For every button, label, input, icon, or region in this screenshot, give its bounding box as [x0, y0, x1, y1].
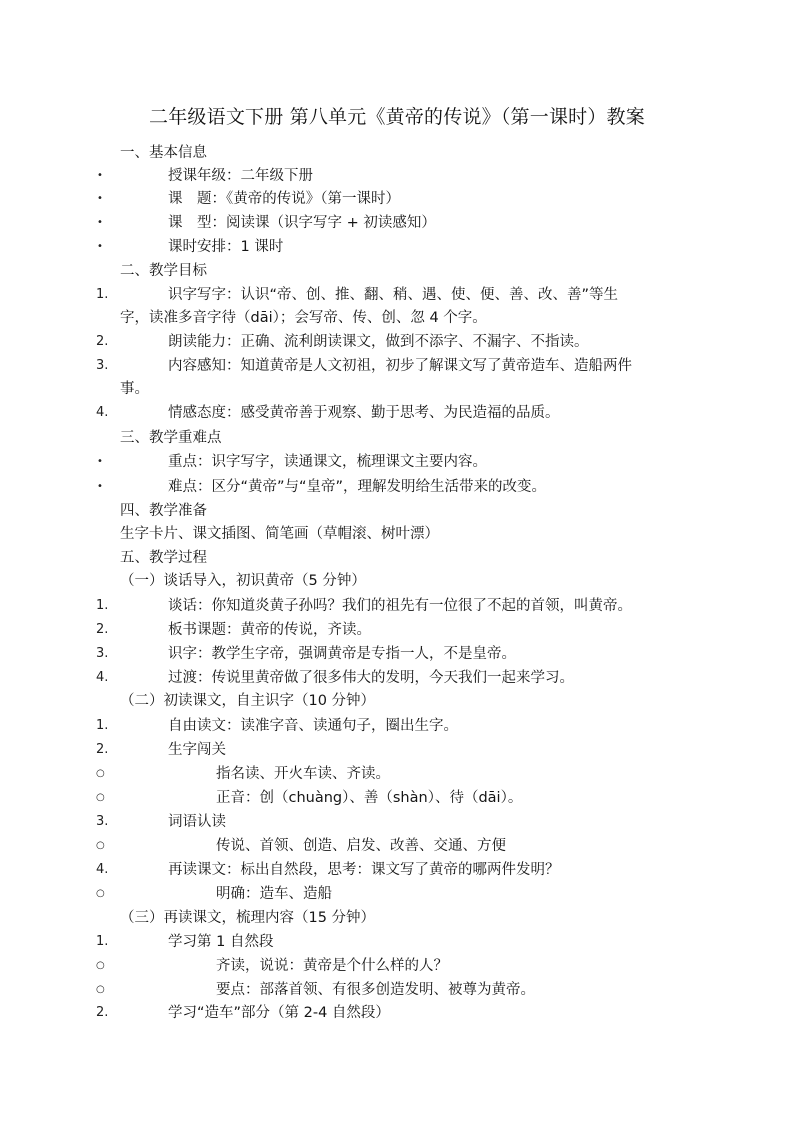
list-number: 2.	[96, 622, 109, 637]
numbered-item: 再读课文：标出自然段，思考：课文写了黄帝的哪两件发明？	[168, 862, 560, 878]
circle-bullet-icon: ○	[96, 960, 105, 971]
bullet-icon: •	[97, 170, 103, 181]
sub-list-item: 正音：创（chuàng）、善（shàn）、待（dāi）。	[216, 790, 523, 806]
numbered-item: 板书课题：黄帝的传说，齐读。	[168, 622, 371, 638]
section-heading: 二、教学目标	[120, 263, 207, 279]
circle-bullet-icon: ○	[96, 888, 105, 899]
list-number: 2.	[96, 742, 109, 757]
numbered-item: 识字：教学生字帝，强调黄帝是专指一人，不是皇帝。	[168, 646, 516, 662]
numbered-item: 学习第 1 自然段	[168, 934, 274, 950]
list-number: 1.	[96, 934, 109, 949]
list-item: 课时安排：1 课时	[168, 239, 284, 255]
numbered-item: 识字写字：认识“帝、创、推、翻、稍、遇、使、便、善、改、善”等生	[168, 287, 619, 303]
list-number: 3.	[96, 814, 109, 829]
list-item: 课 题：《黄帝的传说》（第一课时）	[168, 191, 400, 207]
numbered-item: 学习“造车”部分（第 2-4 自然段）	[168, 1005, 390, 1021]
list-number: 1.	[96, 598, 109, 613]
list-number: 4.	[96, 405, 109, 420]
sub-list-item: 明确：造车、造船	[216, 886, 332, 902]
sub-list-item: 传说、首领、创造、启发、改善、交通、方便	[216, 838, 506, 854]
numbered-item: 朗读能力：正确、流利朗读课文，做到不添字、不漏字、不指读。	[168, 334, 589, 350]
sub-list-item: 要点：部落首领、有很多创造发明、被尊为黄帝。	[216, 982, 535, 998]
numbered-item: 过渡：传说里黄帝做了很多伟大的发明，今天我们一起来学习。	[168, 670, 574, 686]
list-item-continuation: 字，读准多音字待（dāi）；会写帝、传、创、忽 4 个字。	[120, 310, 487, 326]
list-number: 1.	[96, 718, 109, 733]
subsection-heading: （二）初读课文，自主识字（10 分钟）	[120, 693, 376, 709]
numbered-item: 内容感知：知道黄帝是人文初祖，初步了解课文写了黄帝造车、造船两件	[168, 358, 632, 374]
list-item-continuation: 事。	[120, 381, 149, 397]
list-item: 课 型：阅读课（识字写字 + 初读感知）	[168, 215, 436, 231]
section-heading: 三、教学重难点	[120, 430, 222, 446]
list-number: 2.	[96, 1005, 109, 1020]
bullet-icon: •	[97, 456, 103, 467]
bullet-icon: •	[97, 217, 103, 228]
list-item: 授课年级：二年级下册	[168, 168, 313, 184]
bullet-icon: •	[97, 481, 103, 492]
numbered-item: 自由读文：读准字音、读通句子，圈出生字。	[168, 718, 458, 734]
list-number: 4.	[96, 862, 109, 877]
circle-bullet-icon: ○	[96, 984, 105, 995]
subsection-heading: （三）再读课文，梳理内容（15 分钟）	[120, 910, 376, 926]
sub-list-item: 齐读，说说：黄帝是个什么样的人？	[216, 958, 448, 974]
circle-bullet-icon: ○	[96, 768, 105, 779]
section-heading: 四、教学准备	[120, 503, 207, 519]
list-number: 3.	[96, 358, 109, 373]
subsection-heading: （一）谈话导入，初识黄帝（5 分钟）	[120, 573, 366, 589]
numbered-item: 情感态度：感受黄帝善于观察、勤于思考、为民造福的品质。	[168, 405, 560, 421]
list-item: 难点：区分“黄帝”与“皇帝”，理解发明给生活带来的改变。	[168, 479, 547, 495]
section-heading: 一、基本信息	[120, 145, 207, 161]
circle-bullet-icon: ○	[96, 840, 105, 851]
list-number: 4.	[96, 670, 109, 685]
bullet-icon: •	[97, 193, 103, 204]
document-title: 二年级语文下册 第八单元《黄帝的传说》（第一课时）教案	[149, 106, 645, 128]
section-heading: 五、教学过程	[120, 550, 207, 566]
list-number: 2.	[96, 334, 109, 349]
sub-list-item: 指名读、开火车读、齐读。	[216, 766, 390, 782]
numbered-item: 谈话：你知道炎黄子孙吗？我们的祖先有一位很了不起的首领，叫黄帝。	[168, 598, 632, 614]
numbered-item: 词语认读	[168, 814, 226, 830]
list-item: 重点：识字写字，读通课文，梳理课文主要内容。	[168, 454, 487, 470]
list-number: 3.	[96, 646, 109, 661]
bullet-icon: •	[97, 241, 103, 252]
circle-bullet-icon: ○	[96, 792, 105, 803]
numbered-item: 生字闯关	[168, 742, 226, 758]
paragraph: 生字卡片、课文插图、简笔画（草帽滚、树叶漂）	[120, 526, 439, 542]
list-number: 1.	[96, 287, 109, 302]
